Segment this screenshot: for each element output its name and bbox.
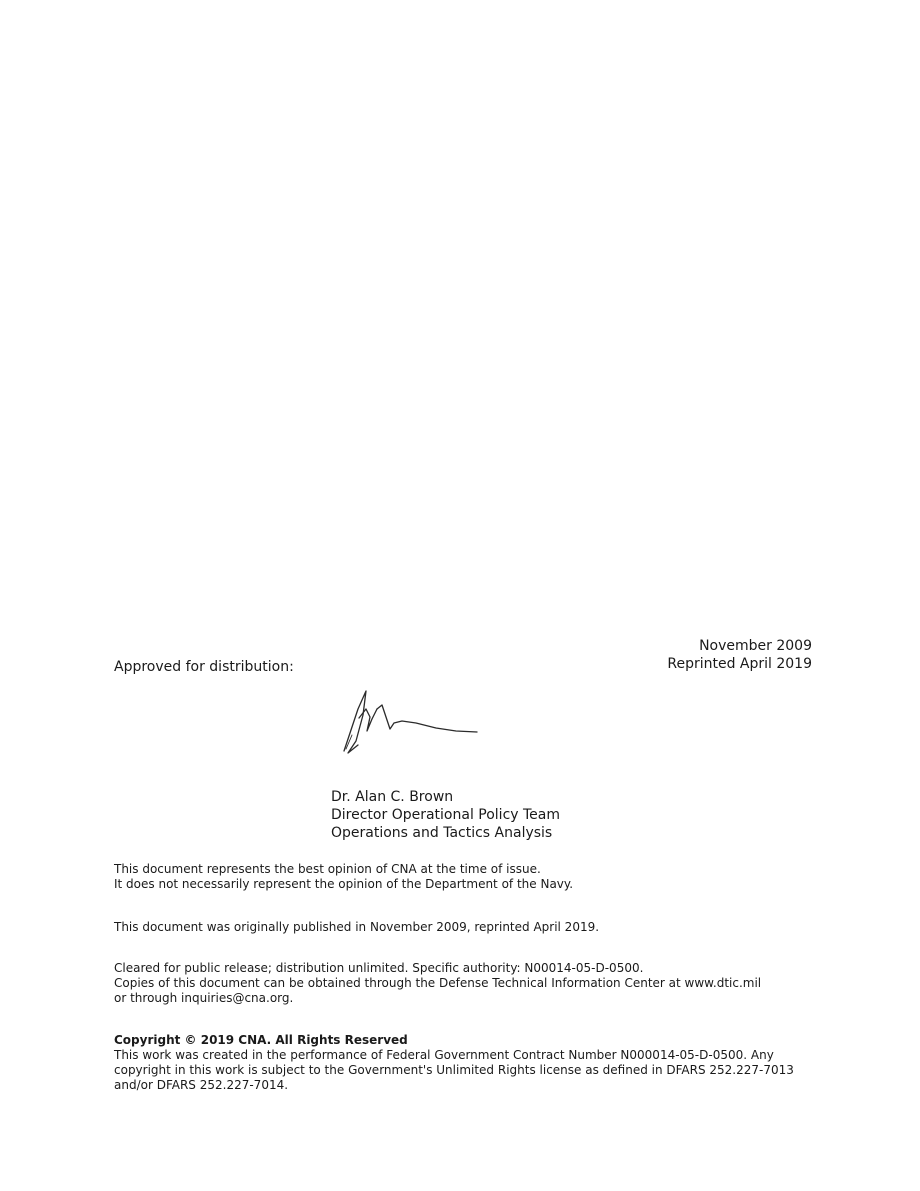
signatory-name: Dr. Alan C. Brown	[331, 789, 454, 805]
release-line: or through inquiries@cna.org.	[114, 991, 294, 1005]
release-line: Copies of this document can be obtained through the Defense Technical Information Center at www.dtic.mil	[114, 976, 762, 990]
release-statement	[114, 961, 761, 1006]
copyright-line: copyright in this work is subject to the Government's Unlimited Rights license as defined in DFARS 252.227-7013	[114, 1063, 794, 1077]
disclaimer	[114, 862, 573, 892]
signatory-block	[331, 788, 560, 842]
copyright-heading: Copyright © 2019 CNA. All Rights Reserved	[114, 1033, 408, 1047]
copyright-line: This work was created in the performance of Federal Government Contract Number N000014-05-D-0500. Any	[114, 1048, 774, 1062]
publication-note: This document was originally published in November 2009, reprinted April 2019.	[114, 920, 600, 934]
publication-date: November 2009	[699, 638, 812, 654]
signatory-org: Operations and Tactics Analysis	[331, 825, 553, 841]
disclaimer-line: This document represents the best opinion of CNA at the time of issue.	[114, 862, 541, 876]
signatory-title: Director Operational Policy Team	[331, 807, 561, 823]
signature	[336, 683, 484, 759]
approval-label: Approved for distribution:	[114, 659, 294, 675]
reprint-date: Reprinted April 2019	[667, 656, 812, 672]
disclaimer-line: It does not necessarily represent the opinion of the Department of the Navy.	[114, 877, 574, 891]
copyright-block	[114, 1033, 814, 1093]
release-line: Cleared for public release; distribution unlimited. Specific authority: N00014-05-D-0500.	[114, 961, 644, 975]
copyright-line: and/or DFARS 252.227-7014.	[114, 1078, 289, 1092]
date-block	[667, 637, 812, 673]
